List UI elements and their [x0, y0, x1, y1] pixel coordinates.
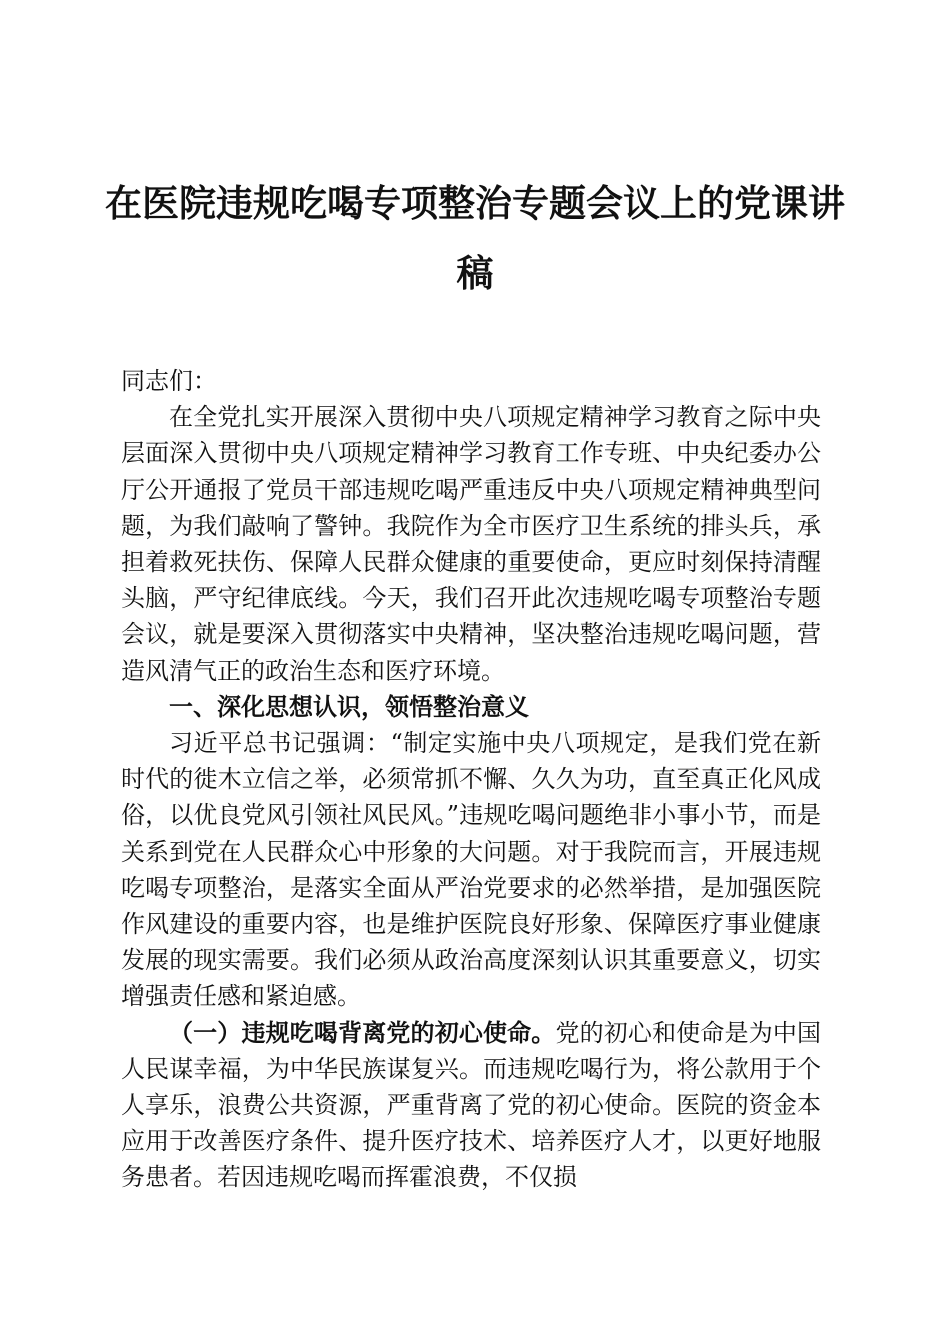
document-title: 在医院违规吃喝专项整治专题会议上的党课讲稿: [105, 181, 845, 295]
subsection-1-text: 党的初心和使命是为中国人民谋幸福，为中华民族谋复兴。而违规吃喝行为，将公款用于个人享乐，浪费公共资源，严重背离了党的初心使命。医院的资金本应用于改善医疗条件、提升医疗技术、培养医疗人才，以更好地服务患者。若因违规吃喝而挥霍浪费，不仅损: [121, 1018, 822, 1192]
subsection-1-paragraph: [121, 1015, 821, 1196]
section-heading-1: 一、深化思想认识，领悟整治意义: [169, 692, 529, 721]
section-1-paragraph: 习近平总书记强调：“制定实施中央八项规定，是我们党在新时代的徙木立信之举，必须常抓不懈、久久为功，直至真正化风成俗，以优良党风引领社风民风。”违规吃喝问题绝非小事小节，而是关系到党在人民群众心中形象的大问题。对于我院而言，开展违规吃喝专项整治，是落实全面从严治党要求的必然举措，是加强医院作风建设的重要内容，也是维护医院良好形象、保障医疗事业健康发展的现实需要。我们必须从政治高度深刻认识其重要意义，切实增强责任感和紧迫感。: [121, 729, 821, 1011]
subsection-1-lead: （一）违规吃喝背离党的初心使命。: [169, 1017, 556, 1047]
intro-paragraph: 在全党扎实开展深入贯彻中央八项规定精神学习教育之际中央层面深入贯彻中央八项规定精神学习教育工作专班、中央纪委办公厅公开通报了党员干部违规吃喝严重违反中央八项规定精神典型问题，为我们敲响了警钟。我院作为全市医疗卫生系统的排头兵，承担着救死扶伤、保障人民群众健康的重要使命，更应时刻保持清醒头脑，严守纪律底线。今天，我们召开此次违规吃喝专项整治专题会议，就是要深入贯彻落实中央精神，坚决整治违规吃喝问题，营造风清气正的政治生态和医疗环境。: [121, 403, 821, 685]
document-body: [121, 363, 821, 1196]
salutation: 同志们：: [121, 367, 217, 395]
